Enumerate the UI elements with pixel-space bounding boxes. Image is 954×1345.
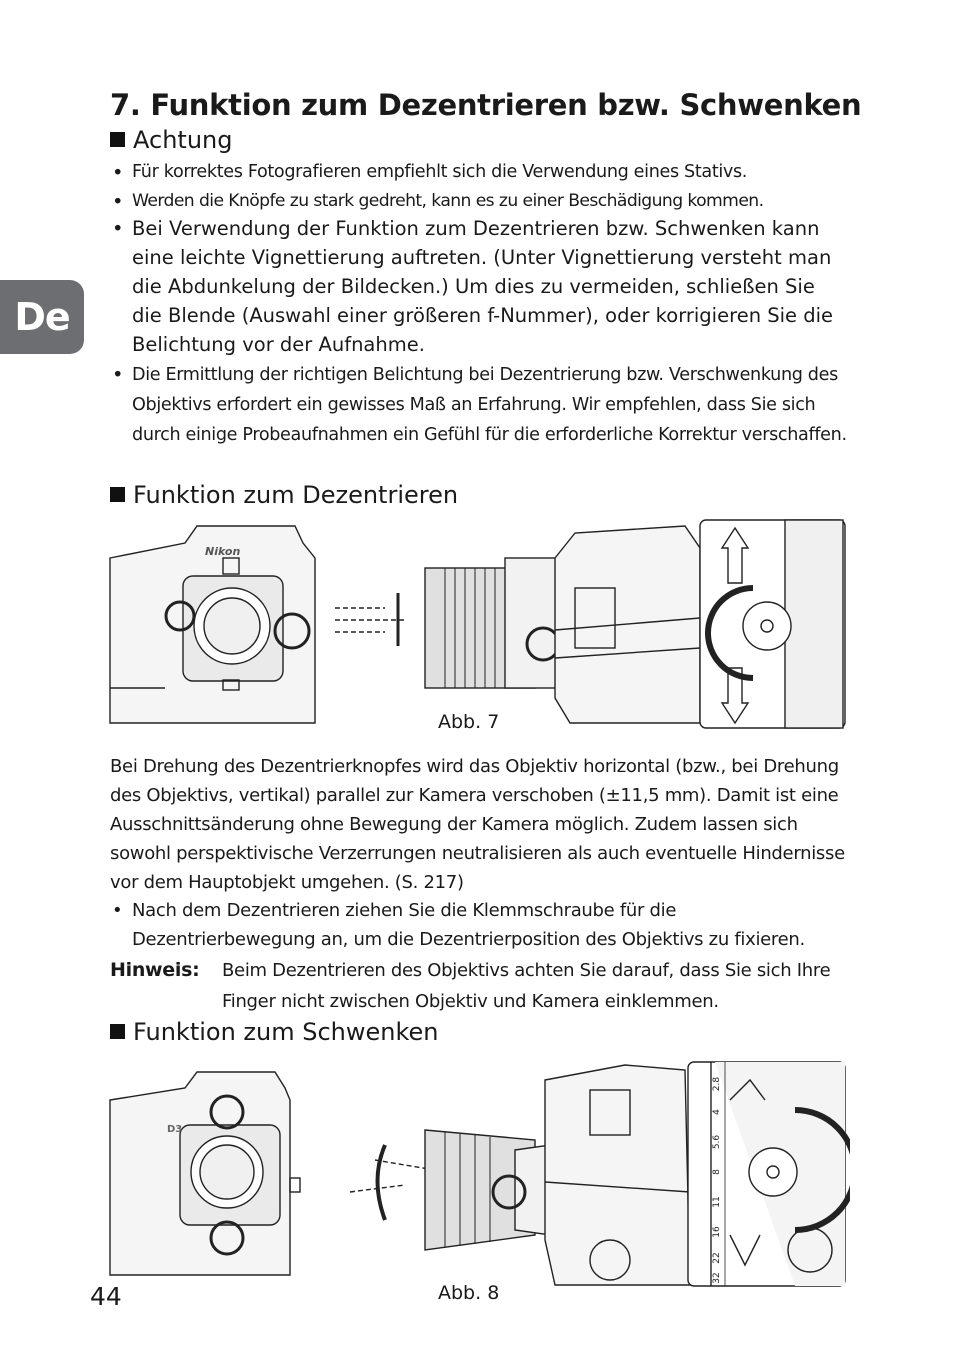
caution-bullet-text: Die Ermittlung der richtigen Belichtung bei Dezentrierung bzw. Verschwenkung des Objektivs erfordert ein gewisses Maß an Erfahrung. Wir empfehlen, dass Sie sich durch einige Probeaufnahmen ein Gefühl für die erforderliche Korrektur verschaffen. [132,365,847,445]
caution-bullet-text: Bei Verwendung der Funktion zum Dezentrieren bzw. Schwenken kann eine leichte Vignettierung auftreten. (Unter Vignettierung versteht man die Abdunkelung der Bildecken.) Um dies zu vermeiden, schließen Sie die Blende (Auswahl einer größeren f-Nummer), oder korrigieren Sie die Belichtung vor der Aufnahme. [132,217,834,356]
caution-bullet: • Bei Verwendung der Funktion zum Dezentrieren bzw. Schwenken kann eine leichte Vignettierung auftreten. (Unter Vignettierung versteht man die Abdunkelung der Bildecken.) Um dies zu vermeiden, schließen Sie die Blende (Auswahl einer größeren f-Nummer), oder korrigieren Sie die Belichtung vor der Aufnahme. [110,214,850,359]
tilt-title: Funktion zum Schwenken [133,1018,439,1046]
square-bullet-icon [110,487,125,502]
caution-bullet: • Die Ermittlung der richtigen Belichtung bei Dezentrierung bzw. Verschwenkung des Objektivs erfordert ein gewisses Maß an Erfahrung. Wir empfehlen, dass Sie sich durch einige Probeaufnahmen ein Gefühl für die erforderliche Korrektur verschaffen. [110,360,850,450]
aperture-scale-label: 22 [712,1252,722,1264]
section-heading: 7. Funktion zum Dezentrieren bzw. Schwenken [110,88,862,122]
caution-title: Achtung [133,126,233,154]
figure-brand-label: Nikon [205,545,241,558]
aperture-scale-label: 11 [712,1196,722,1208]
square-bullet-icon [110,132,125,147]
caution-bullet-text: Werden die Knöpfe zu stark gedreht, kann es zu einer Beschädigung kommen. [132,191,764,211]
shift-bullet-text: Nach dem Dezentrieren ziehen Sie die Klemmschraube für die Dezentrierbewegung an, um die Dezentrierposition des Objektivs zu fixieren. [132,900,805,950]
caution-bullet: • Für korrektes Fotografieren empfiehlt sich die Verwendung eines Stativs. [110,158,850,187]
figure-model-label: D3 [167,1124,183,1135]
figure-8-tilt-illustration [105,1060,850,1288]
figure-7-caption: Abb. 7 [438,711,500,733]
hint-label: Hinweis [110,959,193,981]
aperture-scale-label: 4 [712,1109,722,1115]
figure-7-shift-illustration [105,518,850,733]
hint-note: Hinweis: Beim Dezentrieren des Objektivs achten Sie darauf, dass Sie sich Ihre Finger nicht zwischen Objektiv und Kamera einklemmen. [110,955,850,1017]
aperture-scale-label: 16 [712,1226,722,1238]
page-number: 44 [90,1282,122,1311]
caution-bullet: • Werden die Knöpfe zu stark gedreht, kann es zu einer Beschädigung kommen. [110,187,850,216]
tilt-heading [110,1018,439,1046]
aperture-scale-label: 5.6 [712,1134,722,1150]
aperture-scale-label: 2.8 [712,1076,722,1092]
aperture-scale-label: 32 [712,1272,722,1284]
square-bullet-icon [110,1024,125,1039]
figure-8-caption: Abb. 8 [438,1282,500,1304]
shift-title: Funktion zum Dezentrieren [133,481,459,509]
shift-description: Bei Drehung des Dezentrierknopfes wird das Objektiv horizontal (bzw., bei Drehung des Objektivs, vertikal) parallel zur Kamera verschoben (±11,5 mm). Damit ist eine Ausschnittsänderung ohne Bewegung der Kamera möglich. Zudem lassen sich sowohl perspektivische Verzerrungen neutralisieren als auch eventuelle Hindernisse vor dem Hauptobjekt umgehen. (S. 217) [110,756,845,893]
hint-text: Beim Dezentrieren des Objektivs achten Sie darauf, dass Sie sich Ihre Finger nicht zwischen Objektiv und Kamera einklemmen. [222,960,831,1012]
aperture-scale-label: 8 [712,1169,722,1175]
language-tab [0,280,84,354]
shift-heading [110,481,458,509]
language-tab-label: De [14,295,70,339]
caution-bullet-text: Für korrektes Fotografieren empfiehlt sich die Verwendung eines Stativs. [132,162,748,182]
caution-heading [110,126,232,154]
shift-bullet: • Nach dem Dezentrieren ziehen Sie die Klemmschraube für die Dezentrierbewegung an, um die Dezentrierposition des Objektivs zu fixieren. [110,896,850,954]
